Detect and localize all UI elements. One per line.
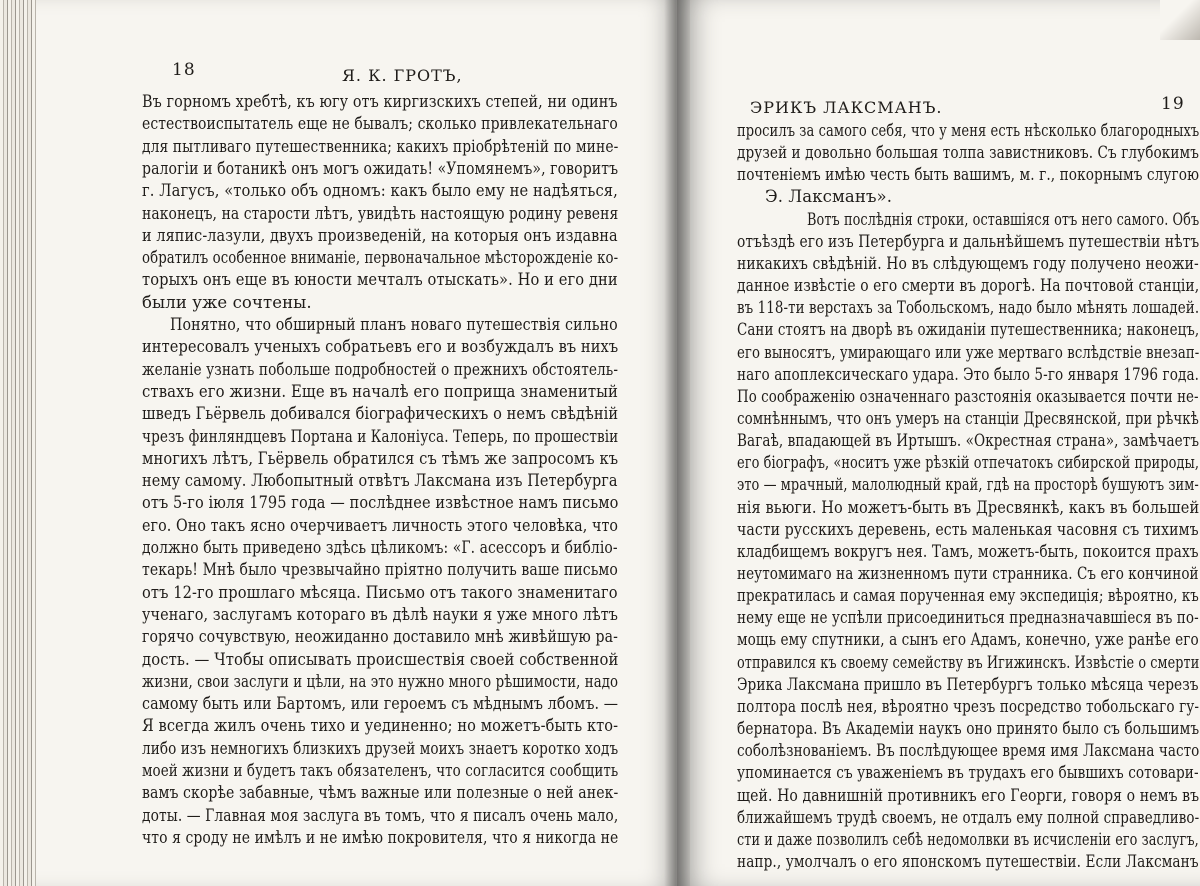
text-line: горячо сочувствую, неожиданно доставило мнѣ живѣйшую ра- xyxy=(142,627,618,647)
text-line: наконецъ, на старости лѣтъ, увидѣть настоящую родину ревеня xyxy=(142,203,619,223)
text-line: Вагаѣ, впадающей въ Иртышъ. «Окрестная страна», замѣчаетъ xyxy=(737,431,1200,451)
text-line: г. Лагусъ, «только объ одномъ: какъ было ему не надѣяться, xyxy=(142,181,618,201)
text-line: ученаго, заслугамъ котораго въ дѣлѣ науки я уже много лѣтъ xyxy=(142,604,619,624)
text-line: почтеніемъ имѣю честь быть вашимъ, м. г., покорнымъ слугою xyxy=(737,165,1200,185)
page-corner xyxy=(1160,0,1200,40)
text-line: нему самому. Любопытный отвѣтъ Лаксмана изъ Петербурга xyxy=(142,471,618,491)
text-line: многихъ лѣтъ, Гьёрвель обратился съ тѣмъ же запросомъ къ xyxy=(142,448,619,468)
text-line: нія вьюги. Но можетъ-быть въ Дресвянкѣ, какъ въ большей xyxy=(737,497,1200,517)
text-line: шведъ Гьёрвель добивался біографическихъ о немъ свѣдѣній xyxy=(142,404,619,424)
text-line: отъѣздѣ его изъ Петербурга и дальнѣйшемъ путешествіи нѣтъ xyxy=(737,231,1200,251)
text-line: торыхъ онъ еще въ юности мечталъ отыскать». Но и его дни xyxy=(142,270,618,290)
text-line: моей жизни и будетъ такъ обязателенъ, что согласится сообщить xyxy=(142,761,619,780)
text-line: Вотъ послѣднія строки, оставшіяся отъ него самого. Объ xyxy=(807,209,1200,229)
text-line: отъ 5-го іюля 1795 года — послѣднее извѣстное намъ письмо xyxy=(142,493,619,513)
text-line: либо изъ немногихъ близкихъ друзей моихъ знаетъ коротко ходъ xyxy=(142,738,619,758)
text-line: отъ 12-го прошлаго мѣсяца. Письмо отъ такого знаменитаго xyxy=(142,582,618,602)
running-head: ЭРИКЪ ЛАКСМАНЪ. xyxy=(750,98,943,117)
text-line: ралогіи и ботаникѣ онъ могъ ожидать! «Упомянемъ», говоритъ xyxy=(142,158,619,178)
text-line: Э. Лаксманъ». xyxy=(765,187,893,207)
text-line: самому быть или Бартомъ, или героемъ съ мѣднымъ лбомъ. — xyxy=(142,694,619,714)
text-line: Въ горномъ хребтѣ, къ югу отъ киргизскихъ степей, ни одинъ xyxy=(142,92,618,111)
text-line: въ 118-ти верстахъ за Тобольскомъ, надо было мѣнять лошадей. xyxy=(737,298,1200,318)
text-line: ближайшемъ трудѣ своемъ, не отдалъ ему полной справедливо- xyxy=(737,807,1200,827)
text-line: прекратилась и самая порученная ему экспедиція; вѣроятно, къ xyxy=(737,586,1199,606)
text-line: доты. — Главная моя заслуга въ томъ, что я писалъ очень мало, xyxy=(142,805,619,825)
right-page xyxy=(677,0,1200,886)
text-line: Сани стоятъ на дворѣ въ ожиданіи путешественника; наконецъ, xyxy=(737,320,1200,340)
text-line: обратилъ особенное вниманіе, первоначальное мѣсторожденіе ко- xyxy=(142,248,619,268)
text-line: жизни, свои заслуги и цѣли, на это нужно много рѣшимости, надо xyxy=(142,671,619,691)
text-line: сти и даже позволилъ себѣ недомолвки въ исчисленіи его заслугъ, xyxy=(737,829,1199,849)
text-line: Я всегда жилъ очень тихо и уединенно; но можетъ-быть кто- xyxy=(142,716,619,736)
text-line: желаніе узнать побольше подробностей о прежнихъ обстоятель- xyxy=(142,359,619,379)
text-line: напр., умолчалъ о его японскомъ путешествіи. Если Лаксманъ xyxy=(737,851,1199,871)
text-line: кладбищемъ вокругъ нея. Тамъ, можетъ-быть, покоится прахъ xyxy=(737,541,1199,561)
page-number: 18 xyxy=(172,60,196,80)
text-line: данное извѣстіе о его смерти въ дорогѣ. На почтовой станціи, xyxy=(737,276,1200,296)
text-line: щей. Но давнишній противникъ его Георги, говоря о немъ въ xyxy=(737,785,1200,805)
text-line: друзей и довольно большая толпа завистниковъ. Съ глубокимъ xyxy=(737,143,1199,163)
text-line: просилъ за самого себя, что у меня есть нѣсколько благородныхъ xyxy=(737,121,1200,140)
text-line: соболѣзнованіемъ. Въ послѣдующее время имя Лаксмана часто xyxy=(737,741,1200,761)
text-line: упоминается съ уваженіемъ въ трудахъ его бывшихъ сотовари- xyxy=(737,763,1199,783)
text-line: его выносятъ, умирающаго или уже мертваго вслѣдствіе внезап- xyxy=(737,342,1200,362)
text-line: должно быть приведено здѣсь цѣликомъ: «Г. асессоръ и библіо- xyxy=(142,538,618,557)
text-line: дость. — Чтобы описывать происшествія своей собственной xyxy=(142,649,619,669)
text-line: вамъ скорѣе забавные, чѣмъ важные или полезные о ней анек- xyxy=(142,783,619,803)
text-line: отправился къ своему семейству въ Игижинскъ. Извѣстіе о смерти xyxy=(737,652,1200,672)
text-line: ствахъ его жизни. Еще въ началѣ его поприща знаменитый xyxy=(142,381,619,401)
text-line: текарь! Мнѣ было чрезвычайно пріятно получить ваше письмо xyxy=(142,560,618,580)
text-line: части русскихъ деревень, есть маленькая часовня съ тихимъ xyxy=(737,519,1199,539)
text-line: и ляпис-лазули, двухъ произведеній, на которыя онъ издавна xyxy=(142,225,618,245)
text-line: мощь ему спутники, а сынъ его Адамъ, конечно, уже ранѣе его xyxy=(737,630,1199,650)
page-number: 19 xyxy=(1161,94,1185,114)
running-head: Я. К. ГРОТЪ, xyxy=(342,66,463,85)
text-line: его. Оно такъ ясно очерчиваетъ личность этого человѣка, что xyxy=(142,515,619,535)
text-line: нему еще не успѣли присоединиться предназначавшіеся въ по- xyxy=(737,608,1199,628)
text-line: Эрика Лаксмана пришло въ Петербургъ только мѣсяца черезъ xyxy=(737,674,1199,694)
book-gutter xyxy=(664,0,690,886)
text-line: бернатора. Въ Академіи наукъ оно принято было съ большимъ xyxy=(737,719,1200,739)
text-line: чрезъ финляндцевъ Портана и Калоніуса. Теперь, по прошествіи xyxy=(142,426,619,446)
text-line: это — мрачный, малолюдный край, гдѣ на просторѣ бушуютъ зим- xyxy=(737,475,1199,495)
text-line: По соображенію означеннаго разстоянія оказывается почти не- xyxy=(737,386,1199,406)
text-line: никакихъ свѣдѣній. Но въ слѣдующемъ году получено неожи- xyxy=(737,253,1199,273)
text-line: естествоиспытатель еще не бывалъ; сколько привлекательнаго xyxy=(142,114,618,134)
text-line: были уже сочтены. xyxy=(142,292,312,312)
text-line: для пытливаго путешественника; какихъ пріобрѣтеній по мине- xyxy=(142,136,619,156)
text-line: что я сроду не имѣлъ и не имѣю покровителя, что я никогда не xyxy=(142,827,619,847)
text-line: полтора послѣ нея, вѣроятно чрезъ посредство тобольскаго гу- xyxy=(737,696,1200,716)
text-line: сомнѣннымъ, что онъ умеръ на станціи Дресвянской, при рѣчкѣ xyxy=(737,408,1199,428)
left-page xyxy=(36,0,677,886)
text-line: его біографъ, «носитъ уже рѣзкій отпечатокъ сибирской природы, xyxy=(737,453,1200,473)
text-line: Понятно, что обширный планъ новаго путешествія сильно xyxy=(170,315,618,334)
text-line: интересовалъ ученыхъ собратьевъ его и возбуждалъ въ нихъ xyxy=(142,337,619,357)
text-line: наго апоплексическаго удара. Это было 5-го января 1796 года. xyxy=(737,364,1200,384)
text-line: неутомимаго на жизненномъ пути странника. Съ его кончиной xyxy=(737,564,1199,583)
